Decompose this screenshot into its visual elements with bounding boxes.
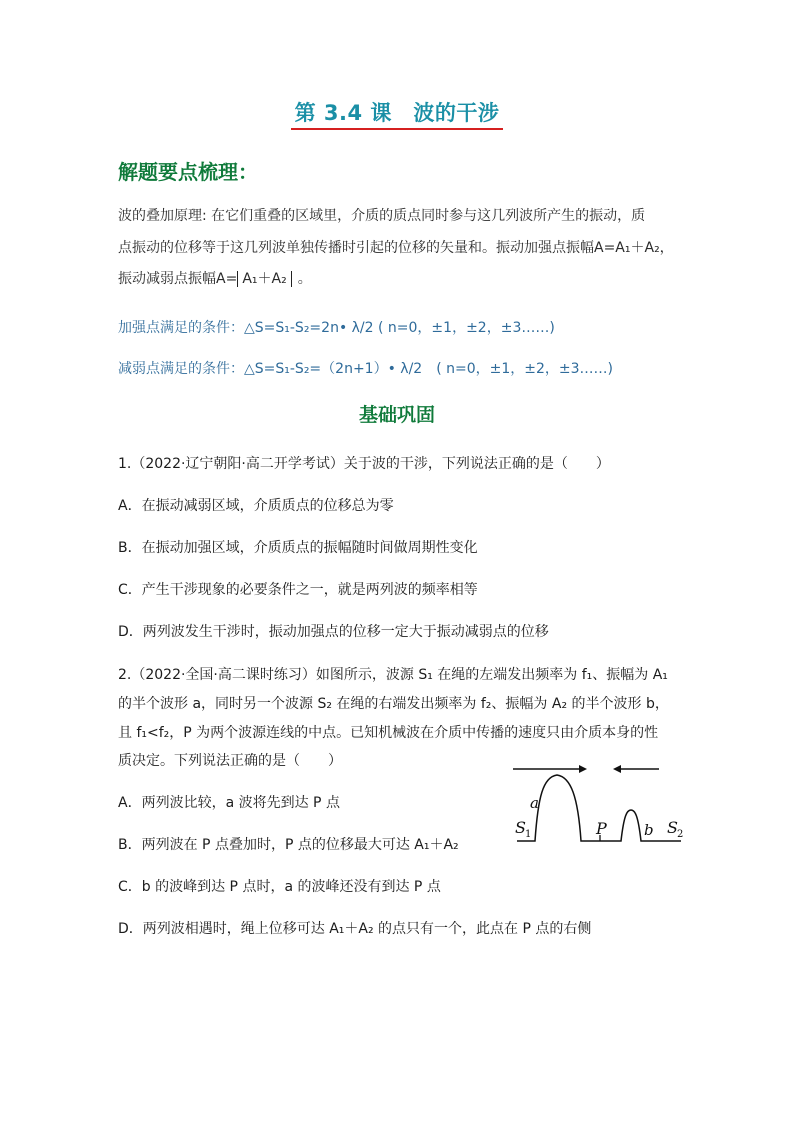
label-p: P (596, 819, 607, 838)
principle-line-2: 点振动的位移等于这几列波单独传播时引起的位移的矢量和。振动加强点振幅A=A₁＋A₂， (118, 240, 674, 256)
arrow-right-icon (513, 765, 587, 773)
q2-option-b: B．两列波在 P 点叠加时，P 点的位移最大可达 A₁＋A₂ (118, 837, 459, 853)
arrow-left-icon (613, 765, 659, 773)
q1-option-d: D．两列波发生干涉时，振动加强点的位移一定大于振动减弱点的位移 (118, 624, 549, 640)
label-s2: S (667, 818, 678, 837)
condition-weak: 减弱点满足的条件：△S=S₁-S₂=（2n+1）• λ/2 ( n=0，±1，±2，±3……) (118, 361, 613, 377)
q2-stem-line-2: 的半个波形 a，同时另一个波源 S₂ 在绳的右端发出频率为 f₂、振幅为 A₂ 的半个波形 b， (118, 696, 669, 712)
q2-option-a: A．两列波比较，a 波将先到达 P 点 (118, 795, 340, 811)
section-heading: 解题要点梳理： (118, 160, 258, 184)
basics-heading: 基础巩固 (358, 404, 435, 426)
principle-line-3-prefix: 振动减弱点振幅A= (118, 271, 238, 287)
page-title-text: 第 3.4 课 波的干涉 (291, 97, 504, 130)
label-a: a (530, 794, 539, 812)
label-s1-sub: 1 (525, 829, 532, 840)
wave-figure (505, 755, 695, 855)
condition-strong: 加强点满足的条件：△S=S₁-S₂=2n• λ/2 ( n=0，±1，±2，±3……) (118, 320, 555, 336)
q1-option-c: C．产生干涉现象的必要条件之一，就是两列波的频率相等 (118, 582, 478, 598)
q2-stem-line-1: 2.（2022·全国·高二课时练习）如图所示，波源 S₁ 在绳的左端发出频率为 f₁、振幅为 A₁ (118, 667, 668, 683)
principle-line-3 (118, 268, 312, 288)
absolute-value-expression: A₁＋A₂ (237, 271, 291, 287)
q1-option-b: B．在振动加强区域，介质质点的振幅随时间做周期性变化 (118, 540, 478, 556)
label-s2-sub: 2 (677, 829, 684, 840)
q2-stem-line-3: 且 f₁<f₂，P 为两个波源连线的中点。已知机械波在介质中传播的速度只由介质本身的性 (118, 725, 659, 741)
label-b: b (644, 821, 654, 839)
q1-stem: 1.（2022·辽宁朝阳·高二开学考试）关于波的干涉，下列说法正确的是（ ） (118, 456, 610, 472)
principle-line-1: 波的叠加原理: 在它们重叠的区域里，介质的质点同时参与这几列波所产生的振动，质 (118, 208, 646, 224)
q1-option-a: A．在振动减弱区域，介质质点的位移总为零 (118, 498, 394, 514)
principle-line-3-suffix: 。 (297, 271, 312, 287)
label-s1: S (515, 818, 526, 837)
page-title (0, 97, 794, 130)
q2-option-c: C．b 的波峰到达 P 点时，a 的波峰还没有到达 P 点 (118, 879, 441, 895)
q2-stem-line-4: 质决定。下列说法正确的是（ ） (118, 753, 342, 769)
q2-option-d: D．两列波相遇时，绳上位移可达 A₁＋A₂ 的点只有一个，此点在 P 点的右侧 (118, 921, 592, 937)
